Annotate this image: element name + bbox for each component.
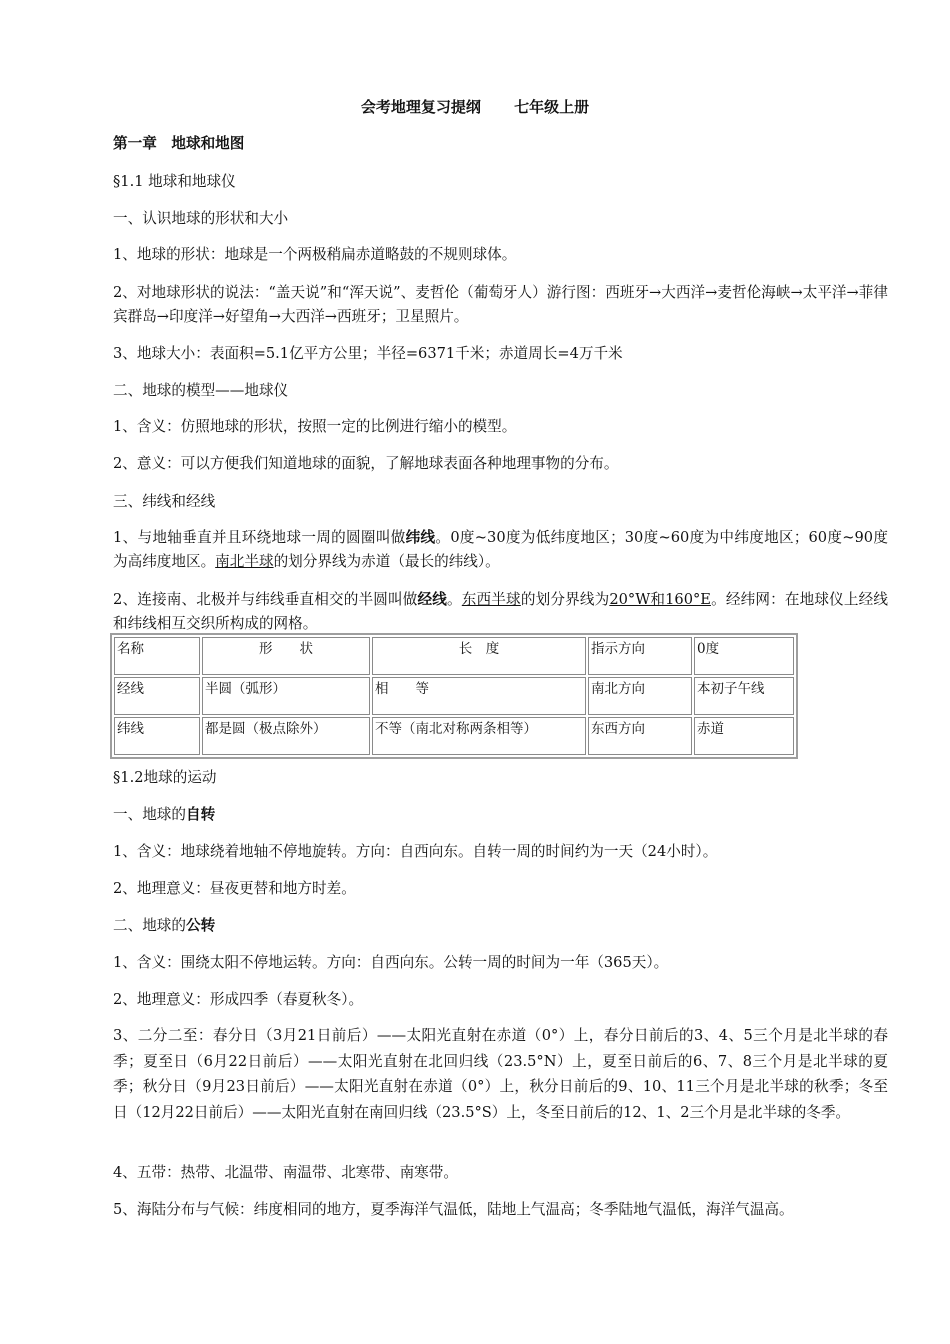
text: 。经纬网：在地球仪上经线和纬线相互交织所构成的网格。 [113, 591, 888, 632]
chapter-heading: 第一章 地球和地图 [113, 135, 245, 152]
table-cell: 半圆（弧形） [202, 677, 370, 715]
paragraph-revolution-meaning: 1、含义：围绕太阳不停地运转。方向：自西向东。公转一周的时间为一年（365天）。 [113, 954, 669, 971]
table-cell: 相 等 [372, 677, 586, 715]
table-row [114, 717, 794, 755]
term-boundary: 20°W和160°E [609, 591, 711, 608]
table-header-cell: 形 状 [202, 637, 370, 675]
subheading-globe-model: 二、地球的模型——地球仪 [113, 382, 289, 399]
lat-long-table [110, 633, 798, 759]
text: 一、地球的 [113, 806, 186, 823]
term-hemispheres-ew: 东西半球 [461, 591, 521, 608]
term-revolution: 公转 [185, 917, 216, 934]
table-cell: 南北方向 [588, 677, 692, 715]
term-hemispheres-ns: 南北半球 [215, 553, 274, 570]
paragraph-five-zones: 4、五带：热带、北温带、南温带、北寒带、南寒带。 [113, 1164, 458, 1181]
table-header-cell: 0度 [694, 637, 794, 675]
table-header-cell: 长 度 [372, 637, 586, 675]
table-cell: 不等（南北对称两条相等） [372, 717, 586, 755]
table-header-cell: 指示方向 [588, 637, 692, 675]
table-header-row [114, 637, 794, 675]
table-cell: 东西方向 [588, 717, 692, 755]
text: 的划分界线为 [520, 591, 610, 608]
subheading-rotation [113, 803, 888, 827]
text: 1、与地轴垂直并且环绕地球一周的圆圈叫做 [113, 529, 406, 546]
table-cell: 纬线 [114, 717, 200, 755]
paragraph-globe-significance: 2、意义：可以方便我们知道地球的面貌，了解地球表面各种地理事物的分布。 [113, 455, 619, 472]
table-row [114, 677, 794, 715]
paragraph-land-sea-climate: 5、海陆分布与气候：纬度相同的地方，夏季海洋气温低，陆地上气温高；冬季陆地气温低，海洋气温高。 [113, 1201, 794, 1218]
paragraph-globe-meaning: 1、含义：仿照地球的形状，按照一定的比例进行缩小的模型。 [113, 418, 517, 435]
paragraph-longitude [113, 588, 888, 636]
paragraph-earth-size: 3、地球大小：表面积=5.1亿平方公里；半径=6371千米；赤道周长=4万千米 [113, 345, 623, 362]
document-title [0, 95, 950, 119]
subheading-shape-size: 一、认识地球的形状和大小 [113, 210, 289, 227]
section-heading-1-2: §1.2地球的运动 [113, 769, 217, 786]
table-cell: 经线 [114, 677, 200, 715]
text: 。0度~30度为低纬度地区；30度~60度为中纬度地区；60度~90度为高纬度地区。 [113, 529, 888, 570]
paragraph-rotation-significance: 2、地理意义：昼夜更替和地方时差。 [113, 880, 356, 897]
table-cell: 都是圆（极点除外） [202, 717, 370, 755]
term-latitude: 纬线 [405, 529, 436, 546]
paragraph-latitude [113, 526, 888, 574]
table-cell: 赤道 [694, 717, 794, 755]
text: 二、地球的 [113, 917, 186, 934]
section-heading-1-1: §1.1 地球和地球仪 [113, 173, 236, 190]
paragraph-rotation-meaning: 1、含义：地球绕着地轴不停地旋转。方向：自西向东。自转一周的时间约为一天（24小时）。 [113, 843, 718, 860]
table-cell: 本初子午线 [694, 677, 794, 715]
table-header-cell: 名称 [114, 637, 200, 675]
title-sub: 七年级上册 [514, 98, 590, 116]
text: 。 [447, 591, 462, 608]
paragraph-revolution-significance: 2、地理意义：形成四季（春夏秋冬）。 [113, 991, 364, 1008]
term-longitude: 经线 [417, 591, 448, 608]
term-rotation: 自转 [185, 806, 216, 823]
subheading-revolution [113, 914, 888, 938]
paragraph-solstices-equinoxes: 3、二分二至：春分日（3月21日前后）——太阳光直射在赤道（0°）上，春分日前后的3、4、5三个月是北半球的春季；夏至日（6月22日前后）——太阳光直射在北回归线（23.5°N）上，夏至日前后的6、7、8三个月是北半球的夏季；秋分日（9月23日前后）——太阳光直射在赤道（0°）上，秋分日前后的9、10、11三个月是北半球的秋季；冬至日（12月22日前后）——太阳光直射在南回归线（23.5°S）上，冬至日前后的12、1、2三个月是北半球的冬季。 [113, 1027, 888, 1121]
paragraph-earth-shape: 1、地球的形状：地球是一个两极稍扁赤道略鼓的不规则球体。 [113, 246, 517, 263]
text: 2、连接南、北极并与纬线垂直相交的半圆叫做 [113, 591, 418, 608]
title-main: 会考地理复习提纲 [360, 98, 481, 116]
subheading-lat-long: 三、纬线和经线 [113, 493, 216, 510]
text: 的划分界线为赤道（最长的纬线）。 [273, 553, 500, 570]
paragraph-shape-theories: 2、对地球形状的说法：“盖天说”和“浑天说”、麦哲伦（葡萄牙人）游行图：西班牙→大西洋→麦哲伦海峡→太平洋→菲律宾群岛→印度洋→好望角→大西洋→西班牙；卫星照片。 [113, 284, 888, 325]
